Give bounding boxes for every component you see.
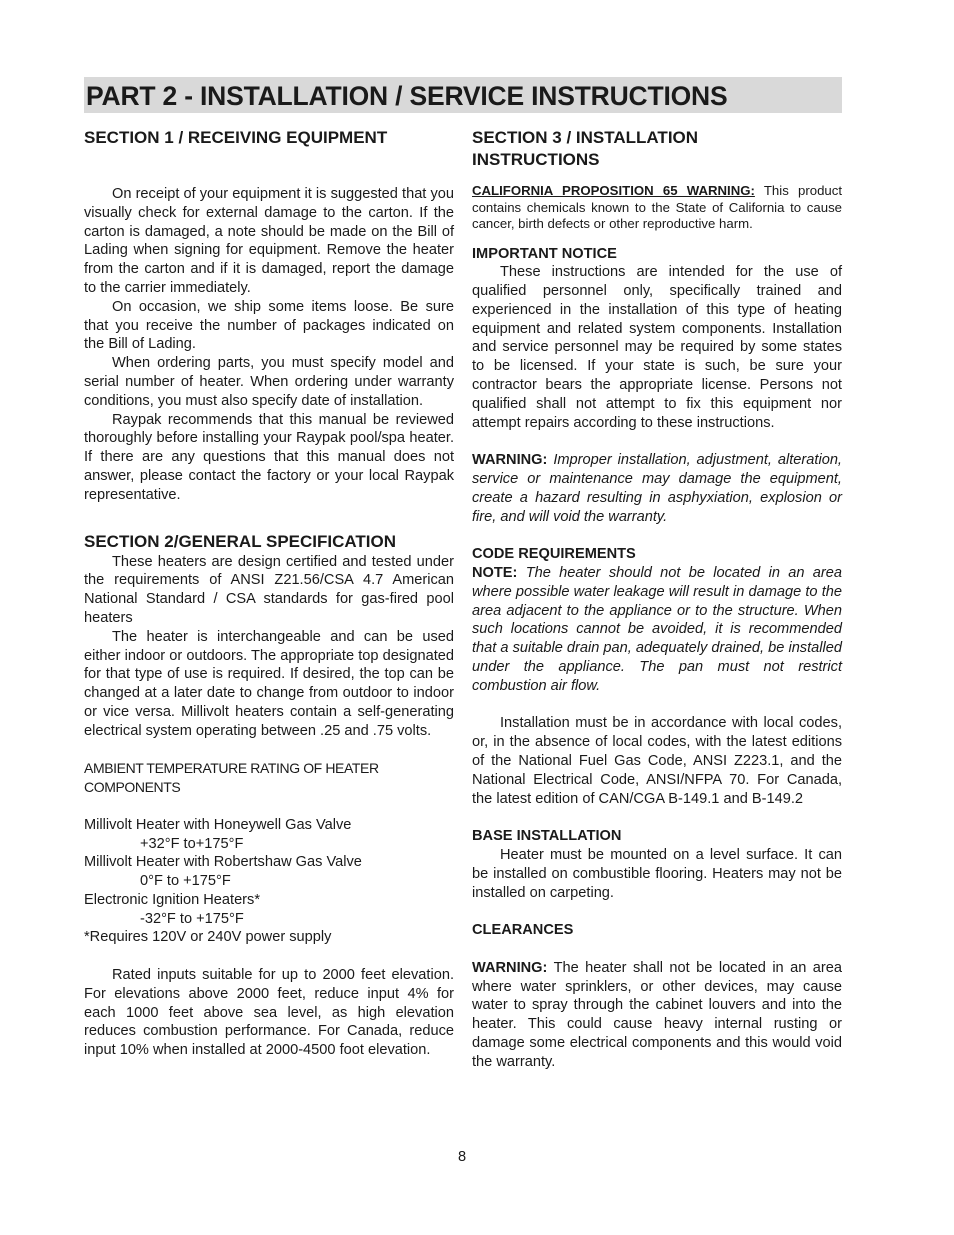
- rating-label-2: Millivolt Heater with Robertshaw Gas Valve: [84, 854, 362, 871]
- spec-paragraph-2: The heater is interchangeable and can be used either indoor or outdoors. The appropriate top designated for that type of use is required. If desired, the top can be changed at a later date to change from outdoor to indoor or vice versa. Millivolt heaters contain a self-generating electrical system operating between .25 and .75 volts.: [84, 628, 454, 739]
- base-installation-heading: BASE INSTALLATION: [472, 828, 622, 845]
- page-title-banner: [84, 77, 842, 113]
- warning-label: WARNING:: [472, 959, 548, 976]
- clearances-heading: CLEARANCES: [472, 922, 574, 939]
- section3-heading: SECTION 3 / INSTALLATION INSTRUCTIONS: [472, 128, 699, 169]
- page-title: PART 2 - INSTALLATION / SERVICE INSTRUCTIONS: [86, 81, 728, 111]
- prop65-label: CALIFORNIA PROPOSITION 65 WARNING:: [472, 183, 755, 198]
- important-notice-text: These instructions are intended for the use of qualified personnel only, specifically trained and experienced in the installation of this type of heating equipment and related system components. Installation and service personnel may be required by some states to be licensed. If your state is such, be sure your contractor bears the appropriate license. Persons not qualified shall not attempt to fix this equipment nor attempt repairs according to these instructions.: [472, 264, 842, 431]
- rating-label-1: Millivolt Heater with Honeywell Gas Valve: [84, 816, 352, 833]
- rating-label-3: Electronic Ignition Heaters*: [84, 891, 261, 908]
- page-number: 8: [457, 1149, 467, 1165]
- spec-paragraph-1: These heaters are design certified and tested under the requirements of ANSI Z21.56/CSA 4.7 American National Standard / CSA standards for gas-fired pool heaters: [84, 553, 454, 626]
- section2-heading: SECTION 2/GENERAL SPECIFICATION: [84, 531, 397, 551]
- code-requirements-text: Installation must be in accordance with local codes, or, in the absence of local codes, with the latest editions of the National Fuel Gas Code, ANSI Z223.1, and the National Electrical Code, ANSI/NFPA 70. For Canada, the latest edition of CAN/CGA B-149.1 and B-149.2: [472, 715, 842, 807]
- code-requirements-heading: CODE REQUIREMENTS: [472, 546, 636, 563]
- prop65-text: This product contains chemicals known to the State of California to cause cancer, birth defects or other reproductive harm.: [472, 183, 842, 231]
- receiving-paragraph-2: On occasion, we ship some items loose. Be sure that you receive the number of packages indicated on the Bill of Lading.: [84, 298, 454, 353]
- receiving-paragraph-3: When ordering parts, you must specify model and serial number of heater. When ordering under warranty conditions, you must also specify date of installation.: [84, 355, 454, 409]
- rating-range-1: +32°F to+175°F: [140, 835, 244, 852]
- rating-range-2: 0°F to +175°F: [140, 873, 231, 890]
- rating-range-3: -32°F to +175°F: [140, 910, 244, 927]
- prop65-warning: [472, 183, 842, 233]
- base-installation-text: Heater must be mounted on a level surface. It can be installed on combustible flooring. Heaters may not be installed on carpeting.: [472, 847, 842, 901]
- warning-improper-installation: [472, 451, 842, 526]
- ambient-rating-heading: AMBIENT TEMPERATURE RATING OF HEATER COMPONENTS: [84, 760, 379, 796]
- receiving-paragraph-1: On receipt of your equipment it is suggested that you visually check for external damage to the carton. If the carton is damaged, a note should be made on the Bill of Lading when signing for equipment. Remove the heater from the carton and if it is damaged, report the damage to the carrier immediately.: [84, 186, 454, 296]
- warning-water-spray: [472, 959, 842, 1072]
- elevation-paragraph: Rated inputs suitable for up to 2000 feet elevation. For elevations above 2000 feet, reduce input 4% for each 1000 feet above sea level, as high elevation reduces combustion performance. For Canada, reduce input 10% when installed at 2000-4500 foot elevation.: [84, 967, 454, 1059]
- note-text: The heater should not be located in an area where possible water leakage will result in damage to the area adjacent to the appliance or to the structure. When such locations cannot be avoided, it is recommended that a suitable drain pan, adequately drained, be installed under the appliance. The pan must not restrict combustion air flow.: [472, 565, 842, 694]
- important-notice-heading: IMPORTANT NOTICE: [472, 245, 617, 262]
- receiving-paragraph-4: Raypak recommends that this manual be reviewed thoroughly before installing your Raypak pool/spa heater. If there are any questions that this manual does not answer, please contact the factory or your local Raypak representative.: [84, 411, 454, 503]
- warning-text: Improper installation, adjustment, alteration, service or maintenance may damage the equipment, create a hazard resulting in asphyxiation, explosion or fire, and will void the warranty.: [472, 452, 842, 525]
- left-column: [84, 127, 454, 1060]
- power-supply-note: *Requires 120V or 240V power supply: [84, 929, 332, 946]
- note-label: NOTE:: [472, 565, 518, 582]
- warning-text: The heater shall not be located in an area where water sprinklers, or other devices, may cause water to spray through the cabinet louvers and into the heater. This could cause heavy internal rusting or damage some electrical components and this would void the warranty.: [472, 959, 842, 1070]
- drain-pan-note: [472, 564, 842, 696]
- right-column: [472, 127, 842, 1072]
- section1-heading: SECTION 1 / RECEIVING EQUIPMENT: [84, 128, 388, 147]
- warning-label: WARNING:: [472, 452, 548, 469]
